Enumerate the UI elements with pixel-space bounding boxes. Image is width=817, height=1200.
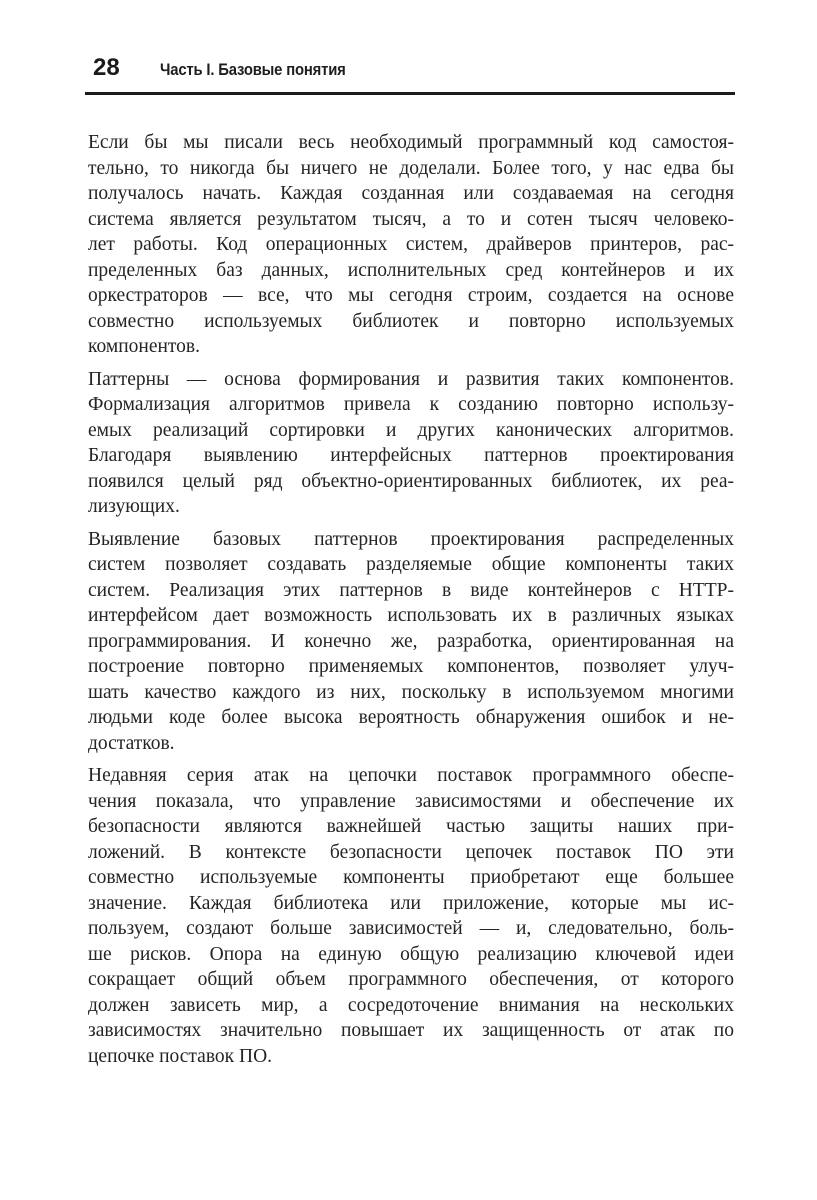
text-line: совместно используемых библиотек и повторно используемых <box>88 310 734 332</box>
text-line: программирования. И конечно же, разработка, ориентированная на <box>88 630 734 652</box>
text-line: Недавняя серия атак на цепочки поставок программного обеспе- <box>88 765 734 786</box>
text-line: система является результатом тысяч, а то и сотен тысяч человеко- <box>88 208 734 230</box>
text-line: Формализация алгоритмов привела к созданию повторно использу- <box>88 394 734 415</box>
paragraph-2 <box>88 367 734 520</box>
text-line: оркестраторов — все, что мы сегодня строим, создается на основе <box>88 285 734 306</box>
text-line: лет работы. Код операционных систем, драйверов принтеров, рас- <box>88 234 734 255</box>
text-line: емых реализаций сортировки и других канонических алгоритмов. <box>88 419 734 441</box>
paragraph-1 <box>88 130 734 360</box>
text-line: чения показала, что управление зависимостями и обеспечение их <box>88 790 734 812</box>
chapter-title: Часть I. Базовые понятия <box>159 61 346 79</box>
text-line: достатков. <box>88 732 175 754</box>
text-line: компонентов. <box>88 336 201 357</box>
text-line: лизующих. <box>88 496 180 517</box>
text-line: должен зависеть мир, а сосредоточение внимания на нескольких <box>88 994 734 1016</box>
running-header <box>93 56 735 80</box>
text-line: сокращает общий объем программного обеспечения, от которого <box>88 969 734 990</box>
text-line: Выявление базовых паттернов проектирования распределенных <box>88 528 734 550</box>
page-body-text <box>88 130 734 1076</box>
page-number: 28 <box>93 54 120 81</box>
header-rule <box>85 92 735 95</box>
text-line: ложений. В контексте безопасности цепочек поставок ПО эти <box>88 841 734 863</box>
text-line: шать качество каждого из них, поскольку в используемом многими <box>88 681 734 703</box>
text-line: получалось начать. Каждая созданная или создаваемая на сегодня <box>88 183 734 204</box>
text-line: людьми коде более высока вероятность обнаружения ошибок и не- <box>88 707 734 728</box>
text-line: зависимостях значительно повышает их защищенность от атак по <box>88 1020 734 1041</box>
text-line: появился целый ряд объектно-ориентированных библиотек, их реа- <box>88 470 734 492</box>
text-line: Если бы мы писали весь необходимый программный код самостоя- <box>88 132 734 153</box>
text-line: Благодаря выявлению интерфейсных паттернов проектирования <box>88 445 734 466</box>
text-line: пределенных баз данных, исполнительных сред контейнеров и их <box>88 259 734 281</box>
text-line: безопасности являются важнейшей частью защиты наших при- <box>88 816 734 837</box>
paragraph-4 <box>88 763 734 1069</box>
text-line: значение. Каждая библиотека или приложение, которые мы ис- <box>88 892 734 914</box>
text-line: систем. Реализация этих паттернов в виде контейнеров с HTTP- <box>88 579 734 601</box>
text-line: пользуем, создают больше зависимостей — и, следовательно, боль- <box>88 918 734 939</box>
paragraph-3 <box>88 527 734 757</box>
text-line: совместно используемые компоненты приобретают еще большее <box>88 867 734 888</box>
text-line: тельно, то никогда бы ничего не доделали. Более того, у нас едва бы <box>88 157 734 179</box>
text-line: систем позволяет создавать разделяемые общие компоненты таких <box>88 554 734 575</box>
text-line: Паттерны — основа формирования и развития таких компонентов. <box>88 368 734 390</box>
text-line: интерфейсом дает возможность использовать их в различных языках <box>88 605 734 626</box>
text-line: построение повторно применяемых компонентов, позволяет улуч- <box>88 656 734 677</box>
text-line: ше рисков. Опора на единую общую реализацию ключевой идеи <box>88 943 734 965</box>
text-line: цепочке поставок ПО. <box>88 1045 273 1067</box>
